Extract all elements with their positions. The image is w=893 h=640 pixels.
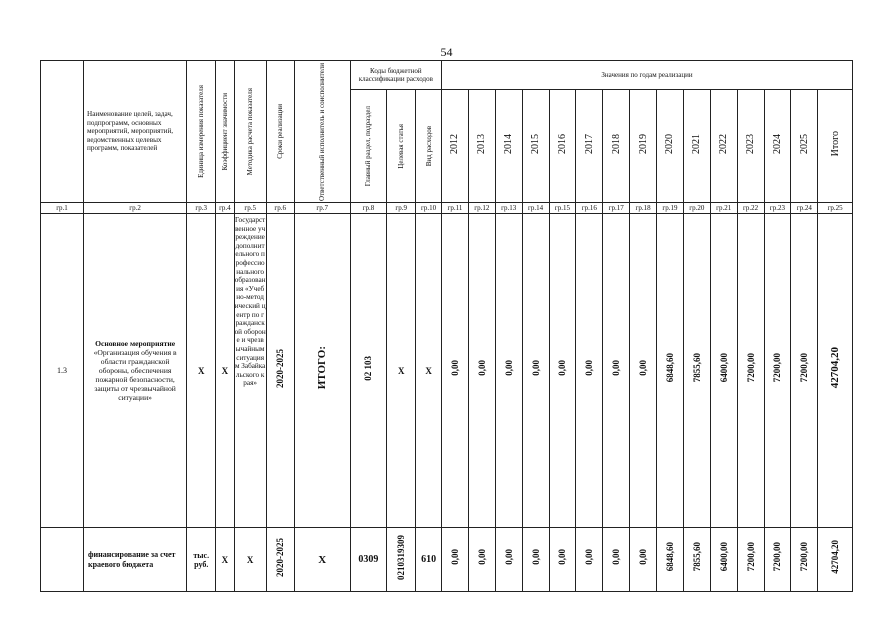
gr10-cell: Х [416,214,442,528]
year-header: 2022 [710,90,737,203]
gr-label: гр.8 [350,203,387,214]
header-name: Наименование целей, задач, подпрограмм, основных мероприятий, мероприятий, ведомственных целевых программ, показателей [84,61,187,203]
year-header: 2018 [603,90,630,203]
value-cell: 7200,00 [737,528,764,592]
activity-name [84,214,187,528]
row-number [41,528,84,592]
value-cell: 7855,60 [683,214,710,528]
header-years-group: Значения по годам реализации [442,61,853,90]
gr-label: гр.15 [549,203,576,214]
gr-label: гр.25 [818,203,853,214]
value-cell: 7200,00 [764,214,791,528]
value-cell: 7200,00 [737,214,764,528]
term-cell: 2020-2025 [266,214,294,528]
gr-label: гр.1 [41,203,84,214]
header-executor: Ответственный исполнитель и соисполнители [294,61,350,203]
value-cell: 6848,60 [657,528,684,592]
activity-description: «Организация обучения в области гражданской обороны, обеспечения пожарной безопасности, защиты от чрезвычайной ситуации» [93,348,177,402]
gr-label: гр.22 [737,203,764,214]
gr-label: гр.12 [468,203,495,214]
activity-title: Основное мероприятие [95,339,176,348]
gr-label: гр.20 [683,203,710,214]
value-cell: 0,00 [442,528,469,592]
row-number: 1.3 [41,214,84,528]
value-cell: 7200,00 [764,528,791,592]
header-col1 [41,61,84,203]
gr-label: гр.11 [442,203,469,214]
year-header: 2015 [522,90,549,203]
value-cell: 7855,60 [683,528,710,592]
year-header: 2025 [791,90,818,203]
value-cell: 0,00 [468,528,495,592]
year-header: 2014 [495,90,522,203]
gr-label: гр.19 [657,203,684,214]
gr-label: гр.23 [764,203,791,214]
gr10-cell: 610 [416,528,442,592]
header-method: Методика расчета показателя [234,61,266,203]
header-term: Сроки реализации [266,61,294,203]
header-budget-codes: Коды бюджетной классификации расходов [350,61,441,90]
value-cell: 0,00 [630,528,657,592]
gr-label: гр.3 [187,203,216,214]
group-number-row [41,203,853,214]
unit-cell: Х [187,214,216,528]
value-cell: 6400,00 [710,528,737,592]
gr-label: гр.21 [710,203,737,214]
header-unit: Единица измерения показателя [187,61,216,203]
value-cell: 0,00 [630,214,657,528]
year-header: 2017 [576,90,603,203]
gr-label: гр.13 [495,203,522,214]
year-header: 2023 [737,90,764,203]
value-cell: 0,00 [576,214,603,528]
budget-table [40,60,853,592]
value-cell: 0,00 [522,214,549,528]
coef-cell: Х [216,214,234,528]
header-gr10: Вид расходов [416,90,442,203]
year-header: 2024 [764,90,791,203]
year-header: 2019 [630,90,657,203]
coef-cell: Х [216,528,234,592]
gr-label: гр.4 [216,203,234,214]
value-cell: 0,00 [495,528,522,592]
gr-label: гр.18 [630,203,657,214]
gr-label: гр.17 [603,203,630,214]
value-cell: 0,00 [549,528,576,592]
total-cell: 42704,20 [818,214,853,528]
value-cell: 6848,60 [657,214,684,528]
table-row [41,214,853,528]
header-row-1 [41,61,853,90]
year-header: 2020 [657,90,684,203]
gr-label: гр.2 [84,203,187,214]
year-header: 2012 [442,90,469,203]
unit-cell: тыс. руб. [187,528,216,592]
year-header: 2016 [549,90,576,203]
value-cell: 7200,00 [791,528,818,592]
value-cell: 0,00 [603,214,630,528]
value-cell: 0,00 [468,214,495,528]
value-cell: 0,00 [603,528,630,592]
financing-name: финансирование за счет краевого бюджета [84,528,187,592]
value-cell: 6400,00 [710,214,737,528]
executor-cell: Х [294,528,350,592]
header-coef: Коэффициент значимости [216,61,234,203]
term-cell: 2020-2025 [266,528,294,592]
gr8-cell: 0309 [350,528,387,592]
table-row [41,528,853,592]
gr-label: гр.16 [576,203,603,214]
gr9-cell: Х [387,214,416,528]
value-cell: 0,00 [522,528,549,592]
gr-label: гр.5 [234,203,266,214]
value-cell: 0,00 [549,214,576,528]
gr-label: гр.6 [266,203,294,214]
executor-cell: ИТОГО: [294,214,350,528]
value-cell: 0,00 [576,528,603,592]
gr-label: гр.14 [522,203,549,214]
gr8-cell: 02 103 [350,214,387,528]
gr-label: гр.10 [416,203,442,214]
total-cell: 42704,20 [818,528,853,592]
gr-label: гр.7 [294,203,350,214]
value-cell: 7200,00 [791,214,818,528]
header-gr9: Целевая статья [387,90,416,203]
value-cell: 0,00 [442,214,469,528]
year-header: 2013 [468,90,495,203]
gr-label: гр.9 [387,203,416,214]
header-gr8: Главный раздел, подраздел [350,90,387,203]
method-cell: Государственное учреждение дополнительного профессионального образования «Учебно-методический центр по гражданской обороне и чрезвычайным ситуациям Забайкальского края» [234,214,266,528]
year-header: 2021 [683,90,710,203]
gr9-cell: 0210319309 [387,528,416,592]
total-header: Итого [818,90,853,203]
value-cell: 0,00 [495,214,522,528]
gr-label: гр.24 [791,203,818,214]
method-cell: Х [234,528,266,592]
page-number: 54 [440,45,453,59]
